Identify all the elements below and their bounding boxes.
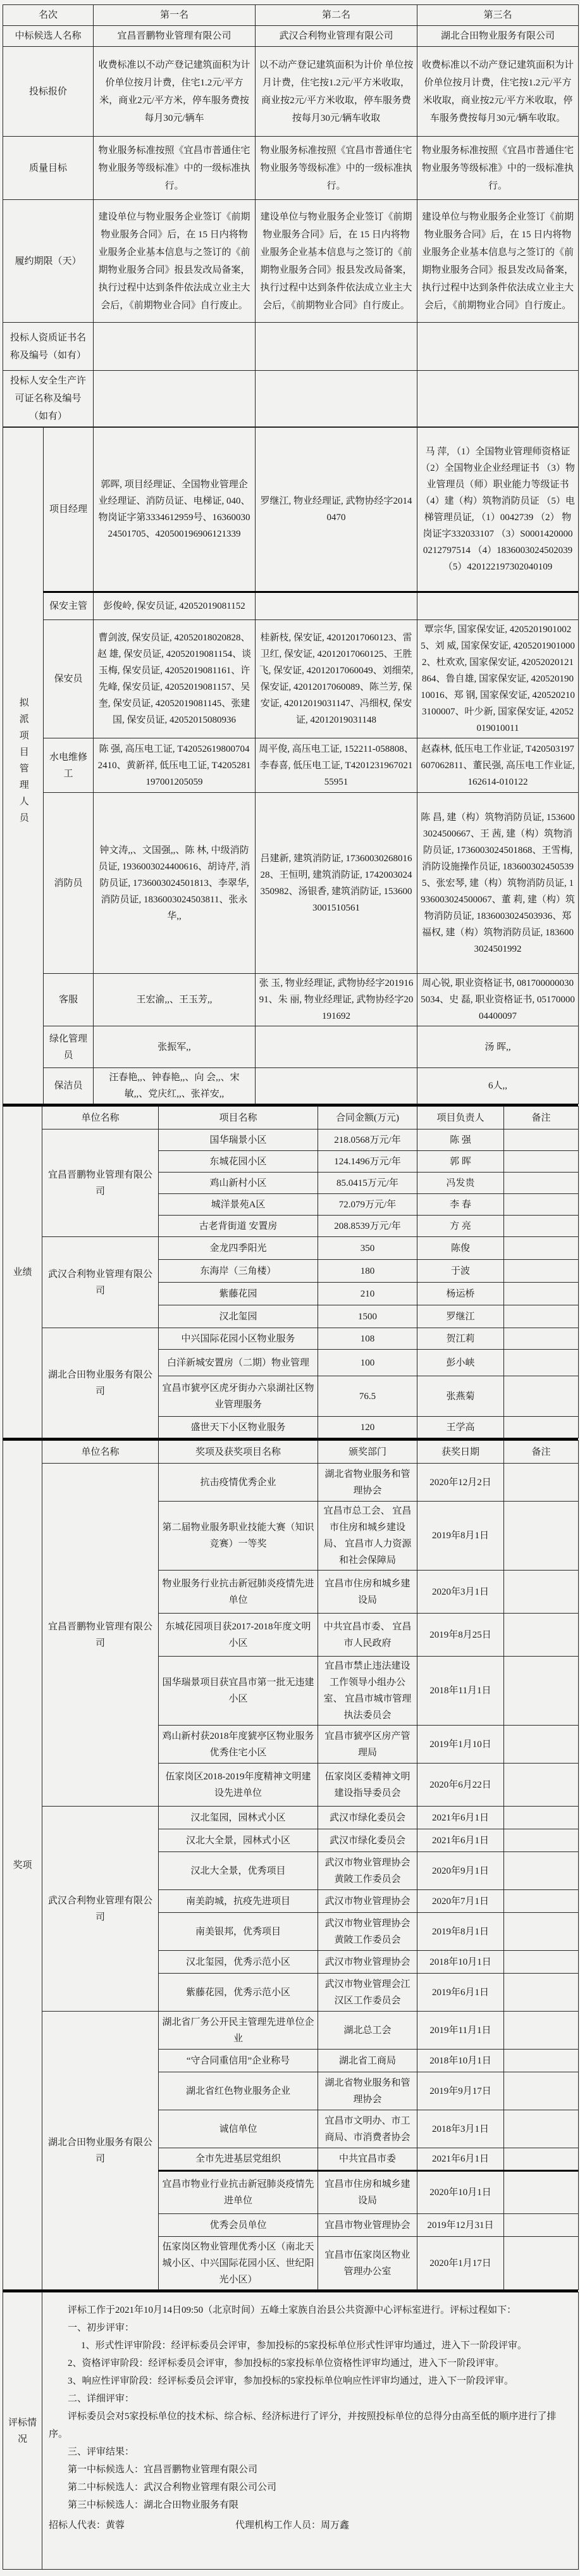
quality-target-cell: 物业服务标准按照《宜昌市普通住宅物业服务等级标准》中的一级标准执行。 [94,137,256,200]
note-cell [504,1350,579,1376]
staff-cert-cell: 汤 晖,, [417,1026,579,1068]
project-manager-cell: 王学高 [417,1417,504,1438]
project-manager-cell: 冯发贵 [417,1173,504,1194]
contract-amount-cell: 350 [318,1237,417,1260]
award-name-cell: 南美韵城，抗疫先进项目 [159,1890,318,1913]
award-date-cell: 2019年12月31日 [417,2214,504,2237]
staff-cert-cell: 赵森林, 低压电工作业证, T420503197607062811、董民强, 高压电工作业证, 162614-010122 [417,738,579,793]
note-cell [504,1657,579,1726]
evaluation-content [42,2293,579,2570]
award-department-cell: 武汉市物业管理协会 [318,1951,417,1974]
staff-role-label: 保洁员 [44,1068,94,1104]
awards-table [3,1440,579,2290]
note-cell [504,1913,579,1951]
evaluation-paragraph: 三、评审结果： [68,2447,135,2457]
contract-amount-cell: 208.8539万元/年 [318,1216,417,1237]
staff-cert-cell: 彭俊岭, 保安员证, 42052019081152 [94,592,256,620]
row-label-quality-target: 质量目标 [3,137,94,200]
note-cell [504,1151,579,1173]
award-name-cell: 湖北省红色物业服务企业 [159,2072,318,2110]
row-label-candidate-name: 中标候选人名称 [3,26,94,47]
award-name-cell: 汉北大全景，优秀项目 [159,1852,318,1890]
table-row [3,2293,579,2570]
rank-third-label: 第三名 [417,5,579,26]
project-manager-cell: 贺江莉 [417,1328,504,1350]
staff-cert-cell: 陈 昌, 建（构）筑物消防员证, 1536003024500667、王 茜, 建（构）筑物消防员证, 1736003024501868、王雪梅, 消防设施操作员证, 1836003024505395、张宏琴, 建（构）筑物消防员证, 1936003024500067、董 莉, 建（构）筑物消防员证, 1836003024503936、郑福权, 建（构）筑物消防员证, 1836003024501992 [417,793,579,974]
award-date-cell: 2018年10月1日 [417,1951,504,1974]
row-label-performance-period: 履约期限（天） [3,200,94,323]
awards-header-company: 单位名称 [42,1441,159,1464]
award-date-cell: 2019年9月17日 [417,2072,504,2110]
awards-company-cell: 湖北合田物业服务有限公司 [42,2012,159,2290]
contract-amount-cell: 108 [318,1328,417,1350]
performance-table [3,1106,579,1438]
staff-cert-cell: 吕建新, 建筑消防证, 1736003026801628、王恒明, 建筑消防证, 1742003024350982、汤银香, 建筑消防证, 1536003001510561 [256,793,417,974]
project-manager-cell: 陈俊 [417,1237,504,1260]
contract-amount-cell: 180 [318,1260,417,1283]
award-date-cell: 2020年12月2日 [417,1464,504,1502]
note-cell [504,1951,579,1974]
award-department-cell: 中共宜昌市委、 宜昌市人民政府 [318,1614,417,1657]
table-row [3,1129,579,1151]
staff-cert-cell: 马 萍, （1）全国物业管理师资格证 （2）全国物业企业经理证书 （3）物业管理员（师）职业能力等级证书 （4）建（构）筑物消防员证 （5）电梯管理员证, （1）0042739 （2） 物岗证字332033107 （3）S00014200000212797514 （4）1836003024502039 （5）420122197302040109 [417,428,579,592]
contract-amount-cell: 218.0568万元/年 [318,1129,417,1151]
award-department-cell: 宜昌市禁止违法建设工作领导小组办公室、 宜昌市城市管理执法委员会 [318,1657,417,1726]
table-row [3,371,579,427]
staff-cert-cell: 6人,, [417,1068,579,1104]
evaluation-paragraph: 3、响应性评审阶段：经评标委员会评审，参加投标的5家投标单位响应性评审均通过，进入下一阶段评审。 [68,2376,514,2386]
section-label-performance: 业绩 [3,1107,42,1438]
award-department-cell: 武汉市物业管理会江汉区工作委员会 [318,1974,417,2012]
note-cell [504,1194,579,1216]
note-cell [504,1305,579,1328]
note-cell [504,1807,579,1829]
note-cell [504,1571,579,1614]
staff-cert-cell: 汪春艳,,、钟春艳,,、向 会,,、宋 敏,,、党庆红,,、张祥安,, [94,1068,256,1104]
note-cell [504,2072,579,2110]
award-date-cell: 2020年1月17日 [417,2237,504,2290]
award-department-cell: 湖北省物业服务和管理协会 [318,2072,417,2110]
table-row [3,26,579,47]
note-cell [504,1502,579,1571]
table-row [3,200,579,323]
section-label-staff [3,428,44,1104]
awards-header-award: 奖项及获奖项目名称 [159,1441,318,1464]
note-cell [504,1417,579,1438]
award-department-cell: 伍家岗区委精神文明建设指导委员会 [318,1764,417,1807]
award-name-cell: 南美银邦，优秀项目 [159,1913,318,1951]
award-name-cell: 汉北玺园，园林式小区 [159,1807,318,1829]
note-cell [504,2171,579,2214]
performance-period-cell: 建设单位与物业服务企业签订《前期物业服务合同》后，在 15 日内将物业服务企业基本信息与之签订的《前期物业服务合同》报县发改局备案，执行过程中达到条件依法成立业主大会后，《前期物业合同》自行废止。 [256,200,417,323]
performance-header-amount: 合同金额(万元) [318,1107,417,1129]
safety-license-cell [256,371,417,427]
note-cell [504,2012,579,2050]
note-cell [504,2050,579,2072]
awards-header-department: 颁奖部门 [318,1441,417,1464]
rank-second-label: 第二名 [256,5,417,26]
performance-company-cell: 武汉合利物业管理有限公司 [42,1237,159,1328]
award-date-cell: 2018年10月1日 [417,2050,504,2072]
bidder-representative: 招标人代表：黄蓉 [49,2520,125,2530]
project-name-cell: 白洋新城安置房（二期）物业管理 [159,1350,318,1376]
project-name-cell: 国华瑞景小区 [159,1129,318,1151]
note-cell [504,1260,579,1283]
award-department-cell: 武汉市绿化委员会 [318,1807,417,1829]
safety-license-cell [94,371,256,427]
table-row [3,1441,579,1464]
award-name-cell: 伍家岗区2018-2019年度精神文明建设先进单位 [159,1764,318,1807]
evaluation-first-candidate: 第一中标候选人：宜昌晋鹏物业管理有限公司 [68,2465,258,2475]
evaluation-paragraph: 评标委员会对5家投标单位的技术标、综合标、经济标进行了评分，并按照投标单位的总得分由高至低的顺序进行了排序。 [49,2411,557,2439]
award-department-cell: 中共宜昌市委 [318,2148,417,2171]
award-date-cell: 2019年11月1日 [417,2012,504,2050]
award-name-cell: 诚信单位 [159,2110,318,2148]
note-cell [504,2214,579,2237]
performance-period-cell: 建设单位与物业服务企业签订《前期物业服务合同》后，在 15 日内将物业服务企业基本信息与之签订的《前期物业服务合同》报县发改局备案，执行过程中达到条件依法成立业主大会后，《前期物业合同》自行废止。 [94,200,256,323]
project-manager-cell: 杨运桥 [417,1283,504,1305]
qualification-cert-cell [256,323,417,371]
table-row [3,592,579,620]
award-name-cell: 优秀会员单位 [159,2214,318,2237]
award-department-cell: 武汉市物业管理协会黄陂工作委员会 [318,1852,417,1890]
staff-cert-cell: 王宏渝,,、王玉芳,, [94,974,256,1026]
table-row [3,1107,579,1129]
performance-header-project: 项目名称 [159,1107,318,1129]
performance-header-company: 单位名称 [42,1107,159,1129]
staff-cert-cell: 张 玉, 物业经理证, 武物协经字20191691、朱 丽, 物业经理证, 武物协经字20191692 [256,974,417,1026]
performance-header-note: 备注 [504,1107,579,1129]
table-row [3,323,579,371]
note-cell [504,1829,579,1852]
award-name-cell: 宜昌市物业行业抗击新冠肺炎疫情先进单位 [159,2171,318,2214]
award-name-cell: 抗击疫情优秀企业 [159,1464,318,1502]
award-department-cell: 武汉市物业管理协会 [318,1890,417,1913]
staff-cert-cell: 覃宗华, 国家保安证, 42052019010025、刘 威, 国家保安证, 42052019010002、杜欢欢, 国家保安证, 42052020121864、鲁自雄, 国家保安证, 42052019010016、郑 钢, 国家保安证, 4205202103100007、叶少新, 国家保安证, 42052019010011 [417,620,579,738]
evaluation-third-candidate: 第三中标候选人：湖北合田物业服务有限 [68,2500,239,2510]
award-date-cell: 2021年6月1日 [417,2148,504,2171]
note-cell [504,1216,579,1237]
candidates-table [3,4,579,427]
awards-company-cell: 武汉合利物业管理有限公司 [42,1807,159,2012]
award-department-cell: 宜昌市住房和城乡建设局 [318,2171,417,2214]
award-department-cell: 湖北总工会 [318,2012,417,2050]
award-name-cell: 汉北大全景，园林式小区 [159,1829,318,1852]
table-row [3,738,579,793]
note-cell [504,1376,579,1417]
award-date-cell: 2020年10月1日 [417,2171,504,2214]
award-name-cell: 紫藤花园，优秀示范小区 [159,1974,318,2012]
note-cell [504,1464,579,1502]
project-name-cell: 鸡山新村小区 [159,1173,318,1194]
award-date-cell: 2020年6月22日 [417,1764,504,1807]
staff-cert-cell: 桂新枝, 保安证, 42012017060123、雷卫红, 保安证, 42012017060125、王胜飞, 保安证, 42012017060049、刘细荣, 保安证, 42012017060089、陈兰芳, 保安证, 42012019031147、冯细权, 保安证, 42012019031148 [256,620,417,738]
performance-period-cell: 建设单位与物业服务企业签订《前期物业服务合同》后，在 15 日内将物业服务企业基本信息与之签订的《前期物业服务合同》报县发改局备案，执行过程中达到条件依法成立业主大会后，《前期物业合同》自行废止。 [417,200,579,323]
staff-cert-cell: 陈 强, 高压电工证, T420526198007042410、黄新祥, 低压电工证, T4205281197001205059 [94,738,256,793]
table-row [3,1328,579,1350]
qualification-cert-cell [417,323,579,371]
project-manager-cell: 罗继江 [417,1305,504,1328]
row-label-bid-price: 投标报价 [3,47,94,137]
staff-cert-cell: 曹剑波, 保安员证, 42052018020828、赵 雄, 保安员证, 42052019081154、谈玉梅, 保安员证, 42052019081161、许先峰, 保安员证, 42052019081157、吴 奎, 保安员证, 42052019081145、张建国, 保安员证, 42052015080936 [94,620,256,738]
table-row [3,5,579,26]
award-name-cell: 伍家岗区物业管理优秀小区（南北天城小区、中兴国际花园小区、世纪阳光小区） [159,2237,318,2290]
award-name-cell: 汉北玺园，优秀示范小区 [159,1951,318,1974]
award-date-cell: 2019年1月10日 [417,1726,504,1764]
note-cell [504,2110,579,2148]
evaluation-paragraph: 2、资格评审阶段：经评标委员会评审，参加投标的5家投标单位资格性评审均通过，进入下一阶段评审。 [68,2358,505,2368]
project-manager-cell: 郭 晖 [417,1151,504,1173]
staff-cert-cell: 周心锐, 职业资格证书, 0817000000305034、史 磊, 职业资格证书, 0517000004400097 [417,974,579,1026]
quality-target-cell: 物业服务标准按照《宜昌市普通住宅物业服务等级标准》中的一级标准执行。 [256,137,417,200]
staff-cert-cell [256,1068,417,1104]
table-row [3,1807,579,1829]
staff-table [3,427,579,1104]
evaluation-paragraph: 二、详细评审： [68,2394,135,2404]
award-department-cell: 宜昌市住房和城乡建设局 [318,1571,417,1614]
award-date-cell: 2019年8月1日 [417,1913,504,1951]
contract-amount-cell: 210 [318,1283,417,1305]
rank-first-label: 第一名 [94,5,256,26]
award-name-cell: 湖北省厂务公开民主管理先进单位企业 [159,2012,318,2050]
staff-role-label: 保安主管 [44,592,94,620]
candidate-name-cell: 宜昌晋鹏物业管理有限公司 [94,26,256,47]
table-row [3,1026,579,1068]
project-name-cell: 古老背街道 安置房 [159,1216,318,1237]
section-label-evaluation: 评标情况 [3,2293,42,2570]
note-cell [504,1129,579,1151]
project-manager-cell: 张燕菊 [417,1376,504,1417]
quality-target-cell: 物业服务标准按照《宜昌市普通住宅物业服务等级标准》中的一级标准执行。 [417,137,579,200]
award-department-cell: 宜昌市猇亭区房产管理局 [318,1726,417,1764]
contract-amount-cell: 100 [318,1350,417,1376]
staff-cert-cell [256,1026,417,1068]
project-name-cell: 城洋景苑A区 [159,1194,318,1216]
award-date-cell: 2018年11月1日 [417,1657,504,1726]
project-name-cell: 盛世天下小区物业服务 [159,1417,318,1438]
staff-role-label: 项目经理 [44,428,94,592]
section-label-awards: 奖项 [3,1441,42,2290]
project-manager-cell: 彭小峡 [417,1350,504,1376]
award-name-cell: 鸡山新村获2018年度猇亭区物业服务优秀住宅小区 [159,1726,318,1764]
candidate-name-cell: 湖北合田物业服务有限公司 [417,26,579,47]
row-label-qualification-cert: 投标人资质证书名称及编号（如有） [3,323,94,371]
project-manager-cell: 李 春 [417,1194,504,1216]
note-cell [504,1237,579,1260]
performance-company-cell: 湖北合田物业服务有限公司 [42,1328,159,1438]
project-name-cell: 汉北玺园 [159,1305,318,1328]
awards-header-note: 备注 [504,1441,579,1464]
note-cell [504,1974,579,2012]
award-name-cell: 国华瑞景项目获宜昌市第一批无违建小区 [159,1657,318,1726]
award-date-cell: 2019年6月1日 [417,1974,504,2012]
award-date-cell: 2019年8月1日 [417,1502,504,1571]
project-name-cell: 宜昌市猇亭区虎牙街办六泉湖社区物业管理服务 [159,1376,318,1417]
staff-section-vertical-label: 拟派项目管理人员 [18,697,28,829]
award-date-cell: 2019年8月25日 [417,1614,504,1657]
project-name-cell: 东城花园小区 [159,1151,318,1173]
project-manager-cell: 陈 强 [417,1129,504,1151]
project-name-cell: 金龙四季阳光 [159,1237,318,1260]
evaluation-paragraph: 一、初步评审： [68,2323,135,2333]
staff-cert-cell: 钟文涛,,、文国强,,、陈 林, 中级消防员证, 1936003024400616、胡诗芹, 消防员证, 1736003024501813、李翠华, 消防员证, 1836003024503811、张永华,, [94,793,256,974]
award-date-cell: 2021年6月1日 [417,1807,504,1829]
award-department-cell: 湖北省工商局 [318,2050,417,2072]
award-name-cell: 第二届物业服务职业技能大赛（知识竞赛）一等奖 [159,1502,318,1571]
awards-header-date: 获奖日期 [417,1441,504,1464]
evaluation-paragraph: 评标工作于2021年10月14日09:50（北京时间）五峰土家族自治县公共资源中心评标室进行。评标过程如下： [68,2305,517,2315]
staff-role-label: 水电维修工 [44,738,94,793]
note-cell [504,1726,579,1764]
table-row [3,137,579,200]
note-cell [504,2237,579,2290]
staff-cert-cell [417,592,579,620]
award-name-cell: “守合同重信用”企业称号 [159,2050,318,2072]
table-row [3,47,579,137]
agency-staff: 代理机构工作人员：周万鑫 [235,2520,350,2530]
project-name-cell: 东海岸（三角楼） [159,1260,318,1283]
bid-price-cell: 以不动产登记建筑面积为计价 单位按月计费，住宅按1.2元/平方米收取，商业按2元/平方米收取，停车服务费按每月30元/辆车收取 [256,47,417,137]
staff-role-label: 绿化管理员 [44,1026,94,1068]
award-name-cell: 东城花园项目获2017-2018年度文明小区 [159,1614,318,1657]
note-cell [504,1283,579,1305]
staff-role-label: 消防员 [44,793,94,974]
award-department-cell: 宜昌市总工会、 宜昌市住房和城乡建设局、 宜昌市人力资源和社会保障局 [318,1502,417,1571]
table-row [3,974,579,1026]
table-row [3,428,579,592]
performance-header-manager: 项目负责人 [417,1107,504,1129]
staff-cert-cell: 张振军,, [94,1026,256,1068]
table-row [3,2012,579,2050]
staff-cert-cell [256,592,417,620]
qualification-cert-cell [94,323,256,371]
staff-cert-cell: 郭晖, 项目经理证、全国物业管理企业经理证、消防员证、电梯证, 040、物岗证字第3334612959号、1636003024501705、420500196906121339 [94,428,256,592]
award-department-cell: 宜昌市物业管理协会 [318,2214,417,2237]
award-department-cell: 宜昌市伍家岗区物业管理办公室 [318,2237,417,2290]
project-name-cell: 紫藤花园 [159,1283,318,1305]
note-cell [504,1890,579,1913]
award-department-cell: 宜昌市文明办、市工商局、市消费者协会 [318,2110,417,2148]
staff-role-label: 保安员 [44,620,94,738]
note-cell [504,1852,579,1890]
performance-company-cell: 宜昌晋鹏物业管理有限公司 [42,1129,159,1237]
project-manager-cell: 于波 [417,1260,504,1283]
note-cell [504,1614,579,1657]
award-department-cell: 武汉市物业管理协会黄陂工作委员会 [318,1913,417,1951]
contract-amount-cell: 72.079万元/年 [318,1194,417,1216]
project-name-cell: 中兴国际花园小区物业服务 [159,1328,318,1350]
contract-amount-cell: 76.5 [318,1376,417,1417]
contract-amount-cell: 120 [318,1417,417,1438]
evaluation-footer [49,2517,569,2534]
note-cell [504,1328,579,1350]
contract-amount-cell: 124.1496万元/年 [318,1151,417,1173]
award-date-cell: 2018年3月1日 [417,2110,504,2148]
table-row [3,793,579,974]
table-row [3,1237,579,1260]
contract-amount-cell: 85.0415万元/年 [318,1173,417,1194]
table-row [3,620,579,738]
project-manager-cell: 方 亮 [417,1216,504,1237]
award-name-cell: 全市先进基层党组织 [159,2148,318,2171]
evaluation-table [3,2292,579,2570]
note-cell [504,1764,579,1807]
contract-amount-cell: 1500 [318,1305,417,1328]
award-date-cell: 2021年6月1日 [417,1829,504,1852]
table-row [3,1068,579,1104]
safety-license-cell [417,371,579,427]
evaluation-second-candidate: 第二中标候选人：武汉合利物业管理有限公司公司 [68,2482,277,2492]
row-label-safety-license: 投标人安全生产许可证名称及编号（如有） [3,371,94,427]
award-department-cell: 湖北省物业服务和管理协会 [318,1464,417,1502]
table-row [3,1464,579,1502]
staff-cert-cell: 罗继江, 物业经理证, 武物协经字20140470 [256,428,417,592]
awards-company-cell: 宜昌晋鹏物业管理有限公司 [42,1464,159,1807]
award-department-cell: 武汉市绿化委员会 [318,1829,417,1852]
evaluation-paragraph: 1、形式性评审阶段：经评标委员会评审，参加投标的5家投标单位形式性评审均通过，进入下一阶段评审。 [81,2341,528,2351]
rank-header-label: 名次 [3,5,94,26]
bid-price-cell: 收费标准以不动产登记建筑面积为计价单位按月计费，住宅1.2元/平方米，商业2元/平方米，停车服务费按每月30元/辆车 [94,47,256,137]
candidate-name-cell: 武汉合利物业管理有限公司 [256,26,417,47]
award-date-cell: 2020年3月1日 [417,1571,504,1614]
staff-role-label: 客服 [44,974,94,1026]
note-cell [504,2148,579,2171]
bid-price-cell: 收费标准以不动产登记建筑面积为计价单位按月计费，住宅按1.2元/平方米收取，商业按2元/平方米收取，停车服务费按每月30元/辆车收取。 [417,47,579,137]
award-date-cell: 2020年7月1日 [417,1890,504,1913]
award-date-cell: 2020年9月1日 [417,1852,504,1890]
staff-cert-cell: 周平俊, 高压电工证, 152211-058808、李春喜, 低压电工证, T420123196702155951 [256,738,417,793]
note-cell [504,1173,579,1194]
award-name-cell: 物业服务行业抗击新冠肺炎疫情先进单位 [159,1571,318,1614]
